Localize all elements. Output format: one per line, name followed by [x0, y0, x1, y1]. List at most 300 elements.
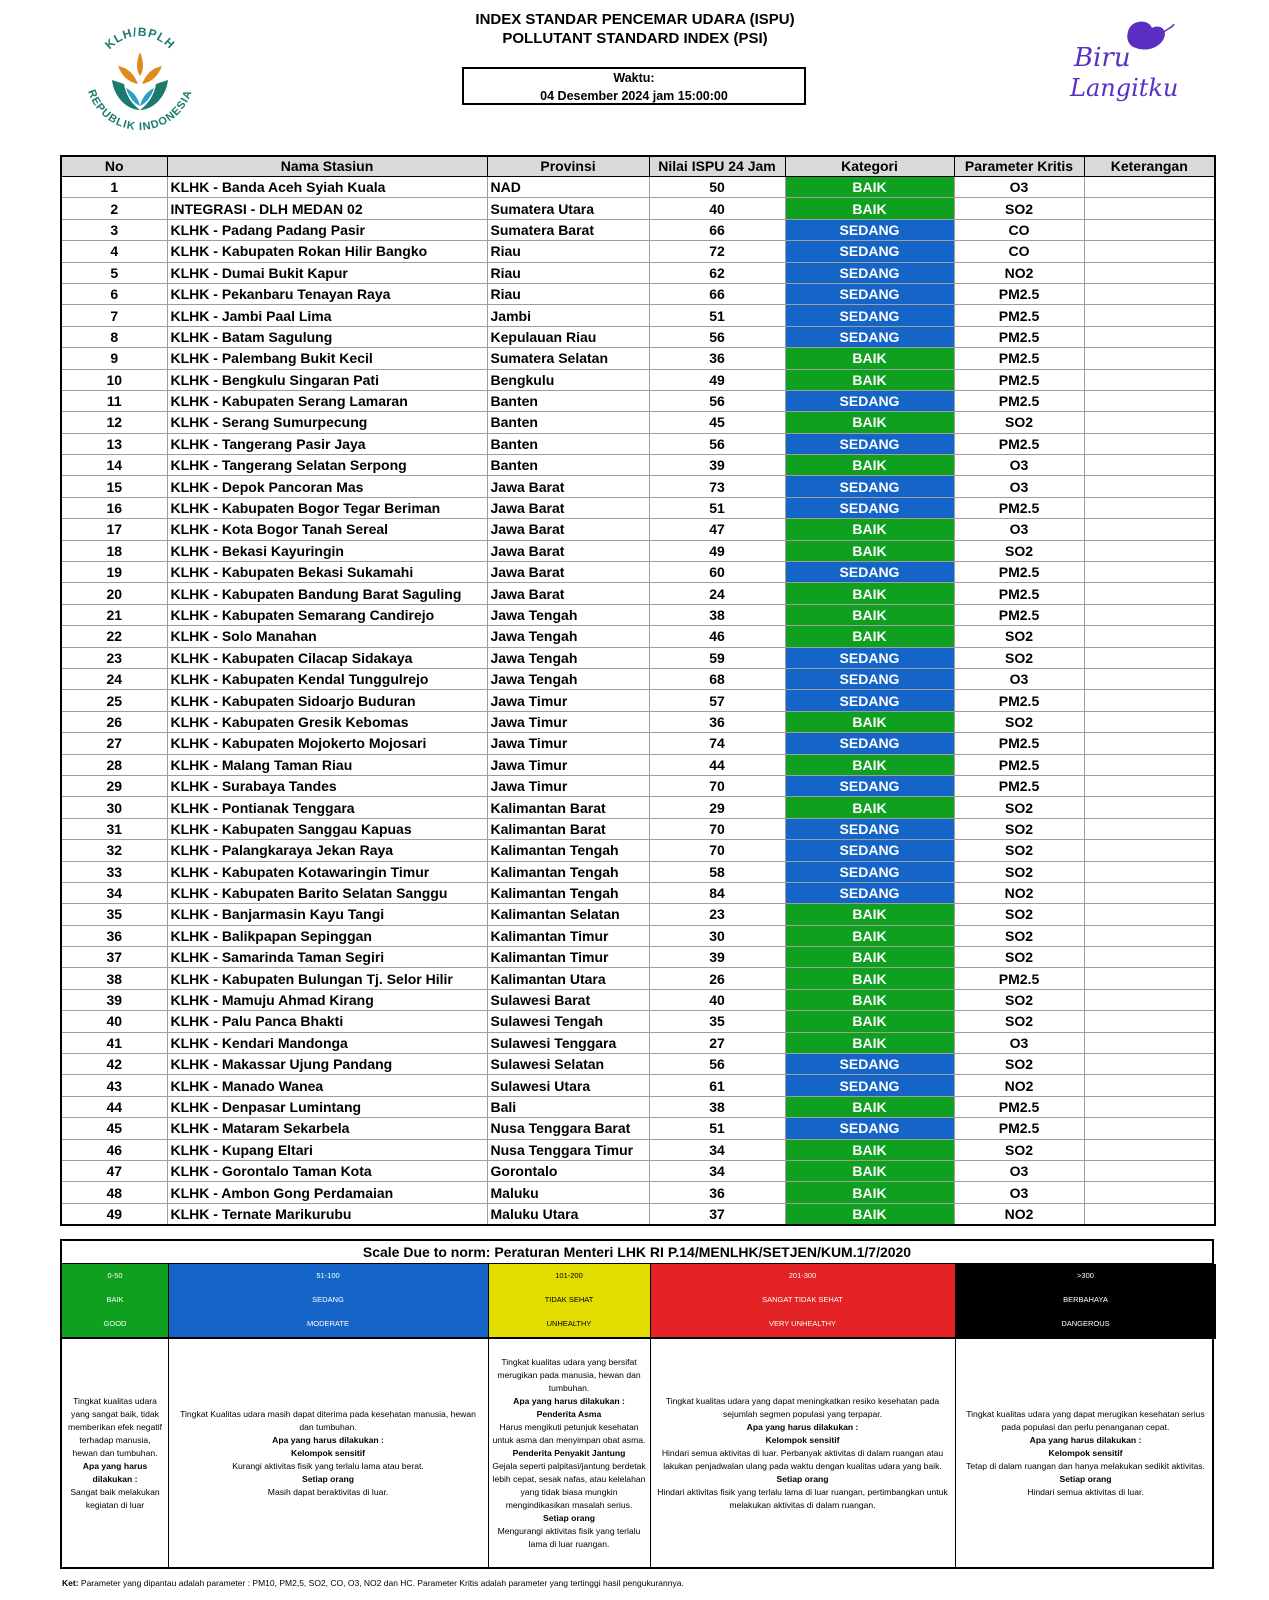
cell-critical-parameter: CO	[954, 219, 1084, 240]
cell-category: BAIK	[785, 1011, 954, 1032]
cell-category: BAIK	[785, 519, 954, 540]
cell-remarks	[1084, 989, 1215, 1010]
scale-level-range: 0-50	[107, 1271, 123, 1280]
cell-critical-parameter: SO2	[954, 904, 1084, 925]
cell-province: Nusa Tenggara Barat	[487, 1118, 649, 1139]
cell-category: SEDANG	[785, 647, 954, 668]
cell-category: BAIK	[785, 754, 954, 775]
cell-remarks	[1084, 562, 1215, 583]
scale-level-id: SEDANG	[312, 1295, 344, 1304]
cell-category: SEDANG	[785, 1054, 954, 1075]
cell-province: Kalimantan Tengah	[487, 840, 649, 861]
table-row	[61, 1139, 1215, 1160]
cell-province: Banten	[487, 455, 649, 476]
cell-remarks	[1084, 198, 1215, 219]
cell-station: KLHK - Kabupaten Kotawaringin Timur	[167, 861, 487, 882]
cell-category: SEDANG	[785, 326, 954, 347]
cell-province: Sulawesi Selatan	[487, 1054, 649, 1075]
cell-province: Sumatera Selatan	[487, 348, 649, 369]
cell-station: KLHK - Mamuju Ahmad Kirang	[167, 989, 487, 1010]
cell-remarks	[1084, 1011, 1215, 1032]
scale-level-description	[955, 1337, 1216, 1567]
scale-level-en: UNHEALTHY	[546, 1319, 592, 1328]
cell-no: 35	[61, 904, 167, 925]
footnote-text: Parameter yang dipantau adalah parameter : PM10, PM2,5, SO2, CO, O3, NO2 dan HC. Parameter Kritis adalah parameter yang tertinggi hasil pengukurannya.	[80, 1578, 684, 1588]
cell-no: 42	[61, 1054, 167, 1075]
logo-word-1: Biru	[1074, 43, 1131, 73]
cell-critical-parameter: SO2	[954, 861, 1084, 882]
table-row	[61, 433, 1215, 454]
cell-category: SEDANG	[785, 497, 954, 518]
cell-category: BAIK	[785, 797, 954, 818]
logo-word-2: Langitku	[1070, 74, 1179, 102]
cell-station: KLHK - Bengkulu Singaran Pati	[167, 369, 487, 390]
cell-ispu-value: 61	[649, 1075, 785, 1096]
scale-level-description	[488, 1337, 650, 1567]
cell-ispu-value: 68	[649, 668, 785, 689]
cell-no: 5	[61, 262, 167, 283]
cell-province: Maluku	[487, 1182, 649, 1203]
cell-remarks	[1084, 219, 1215, 240]
cell-critical-parameter: PM2.5	[954, 754, 1084, 775]
cell-no: 17	[61, 519, 167, 540]
scale-title: Scale Due to norm: Peraturan Menteri LHK RI P.14/MENLHK/SETJEN/KUM.1/7/2020	[62, 1241, 1212, 1264]
cell-ispu-value: 38	[649, 604, 785, 625]
table-row	[61, 390, 1215, 411]
scale-description-line: Penderita Penyakit Jantung	[512, 1447, 626, 1458]
cell-remarks	[1084, 668, 1215, 689]
cell-province: Jawa Barat	[487, 540, 649, 561]
cell-province: Sulawesi Barat	[487, 989, 649, 1010]
table-row	[61, 283, 1215, 304]
cell-critical-parameter: O3	[954, 1182, 1084, 1203]
cell-ispu-value: 26	[649, 968, 785, 989]
scale-level-en: GOOD	[103, 1319, 127, 1328]
cell-ispu-value: 73	[649, 476, 785, 497]
cell-no: 24	[61, 668, 167, 689]
cell-remarks	[1084, 540, 1215, 561]
scale-description-line: Harus mengikuti petunjuk kesehatan untuk asma dan menyimpan obat asma.	[492, 1421, 646, 1445]
cell-critical-parameter: PM2.5	[954, 775, 1084, 796]
cell-province: Sulawesi Tenggara	[487, 1032, 649, 1053]
scale-description-line: Hindari semua aktivitas di luar.	[1027, 1486, 1144, 1497]
cell-no: 26	[61, 711, 167, 732]
cell-category: SEDANG	[785, 283, 954, 304]
cell-ispu-value: 72	[649, 241, 785, 262]
cell-ispu-value: 51	[649, 305, 785, 326]
cell-critical-parameter: PM2.5	[954, 369, 1084, 390]
title-line-2: POLLUTANT STANDARD INDEX (PSI)	[502, 30, 768, 47]
cell-station: KLHK - Ambon Gong Perdamaian	[167, 1182, 487, 1203]
scale-divider	[488, 1264, 489, 1567]
cell-no: 10	[61, 369, 167, 390]
logo-bottom-text: REPUBLIK INDONESIA	[85, 88, 195, 134]
cell-station: KLHK - Kabupaten Sidoarjo Buduran	[167, 690, 487, 711]
cell-no: 14	[61, 455, 167, 476]
table-row	[61, 1160, 1215, 1181]
cell-no: 8	[61, 326, 167, 347]
cell-station: KLHK - Batam Sagulung	[167, 326, 487, 347]
cell-station: KLHK - Kabupaten Rokan Hilir Bangko	[167, 241, 487, 262]
cell-province: Jawa Barat	[487, 583, 649, 604]
cell-critical-parameter: NO2	[954, 1203, 1084, 1225]
scale-description-line: Gejala seperti palpitasi/jantung berdetak lebih cepat, sesak nafas, atau kelelahan yang tidak biasa mungkin mengindikasikan masalah serius.	[492, 1460, 646, 1510]
cell-category: BAIK	[785, 412, 954, 433]
cell-no: 36	[61, 925, 167, 946]
scale-description-line: Hindari aktivitas fisik yang terlalu lama di luar ruangan, pertimbangkan untuk melakukan aktivitas di dalam ruangan.	[657, 1486, 948, 1510]
scale-description-line: Tingkat kualitas udara yang sangat baik, tidak memberikan efek negatif terhadap manusia, hewan dan tumbuhan.	[67, 1395, 163, 1458]
cell-category: BAIK	[785, 177, 954, 198]
cell-station: KLHK - Palembang Bukit Kecil	[167, 348, 487, 369]
cell-station: KLHK - Gorontalo Taman Kota	[167, 1160, 487, 1181]
cell-province: Jawa Timur	[487, 733, 649, 754]
cell-ispu-value: 58	[649, 861, 785, 882]
cell-critical-parameter: SO2	[954, 198, 1084, 219]
cell-no: 3	[61, 219, 167, 240]
cell-remarks	[1084, 476, 1215, 497]
cell-remarks	[1084, 1139, 1215, 1160]
cell-no: 2	[61, 198, 167, 219]
table-row	[61, 1054, 1215, 1075]
cell-ispu-value: 45	[649, 412, 785, 433]
table-row	[61, 626, 1215, 647]
cell-province: Kalimantan Tengah	[487, 861, 649, 882]
cell-province: Jawa Timur	[487, 775, 649, 796]
cell-remarks	[1084, 604, 1215, 625]
time-label: Waktu:	[613, 71, 655, 85]
scale-level-header	[62, 1264, 168, 1337]
cell-province: Riau	[487, 262, 649, 283]
cell-ispu-value: 40	[649, 989, 785, 1010]
ispu-table	[60, 155, 1216, 1226]
cell-remarks	[1084, 818, 1215, 839]
cell-station: KLHK - Kabupaten Bandung Barat Saguling	[167, 583, 487, 604]
col-header-category: Kategori	[785, 156, 954, 177]
cell-province: Kalimantan Selatan	[487, 904, 649, 925]
cell-critical-parameter: SO2	[954, 840, 1084, 861]
cell-category: BAIK	[785, 1203, 954, 1225]
cell-station: KLHK - Kabupaten Barito Selatan Sanggu	[167, 882, 487, 903]
cell-ispu-value: 62	[649, 262, 785, 283]
cell-critical-parameter: O3	[954, 476, 1084, 497]
scale-level-range: 101-200	[555, 1271, 583, 1280]
cell-ispu-value: 36	[649, 711, 785, 732]
cell-station: KLHK - Pekanbaru Tenayan Raya	[167, 283, 487, 304]
cell-ispu-value: 56	[649, 390, 785, 411]
cell-ispu-value: 56	[649, 433, 785, 454]
col-header-province: Provinsi	[487, 156, 649, 177]
cell-remarks	[1084, 626, 1215, 647]
cell-category: BAIK	[785, 947, 954, 968]
cell-ispu-value: 24	[649, 583, 785, 604]
cell-province: Kalimantan Timur	[487, 925, 649, 946]
table-row	[61, 797, 1215, 818]
cell-category: SEDANG	[785, 1118, 954, 1139]
table-header-row	[61, 156, 1215, 177]
table-row	[61, 1182, 1215, 1203]
cell-province: Sulawesi Utara	[487, 1075, 649, 1096]
cell-critical-parameter: NO2	[954, 1075, 1084, 1096]
cell-category: SEDANG	[785, 840, 954, 861]
scale-description-line: Masih dapat beraktivitas di luar.	[267, 1486, 389, 1497]
cell-category: SEDANG	[785, 818, 954, 839]
time-box	[462, 67, 806, 105]
cell-category: BAIK	[785, 1096, 954, 1117]
table-row	[61, 562, 1215, 583]
scale-description-line: Tingkat kualitas udara yang dapat meningkatkan resiko kesehatan pada sejumlah segmen populasi yang terpapar.	[665, 1395, 940, 1419]
cell-station: KLHK - Kabupaten Cilacap Sidakaya	[167, 647, 487, 668]
cell-category: SEDANG	[785, 882, 954, 903]
cell-no: 30	[61, 797, 167, 818]
col-header-remarks: Keterangan	[1084, 156, 1215, 177]
cell-station: KLHK - Palangkaraya Jekan Raya	[167, 840, 487, 861]
cell-remarks	[1084, 882, 1215, 903]
cell-station: KLHK - Banda Aceh Syiah Kuala	[167, 177, 487, 198]
scale-description-line: Setiap orang	[1059, 1473, 1112, 1484]
table-row	[61, 818, 1215, 839]
cell-ispu-value: 70	[649, 818, 785, 839]
cell-critical-parameter: PM2.5	[954, 326, 1084, 347]
cell-province: Kepulauan Riau	[487, 326, 649, 347]
cell-province: Sumatera Utara	[487, 198, 649, 219]
cell-category: SEDANG	[785, 775, 954, 796]
cell-station: KLHK - Kabupaten Bulungan Tj. Selor Hilir	[167, 968, 487, 989]
cell-remarks	[1084, 305, 1215, 326]
cell-critical-parameter: SO2	[954, 1139, 1084, 1160]
table-row	[61, 177, 1215, 198]
cell-remarks	[1084, 1075, 1215, 1096]
cell-province: Jawa Tengah	[487, 668, 649, 689]
cell-ispu-value: 44	[649, 754, 785, 775]
cell-category: BAIK	[785, 989, 954, 1010]
table-row	[61, 219, 1215, 240]
cell-province: Gorontalo	[487, 1160, 649, 1181]
cell-critical-parameter: SO2	[954, 947, 1084, 968]
table-row	[61, 540, 1215, 561]
scale-description-line: Apa yang harus dilakukan :	[513, 1395, 625, 1406]
time-value: 04 Desember 2024 jam 15:00:00	[540, 89, 728, 103]
cell-ispu-value: 39	[649, 455, 785, 476]
table-row	[61, 1203, 1215, 1225]
cell-critical-parameter: PM2.5	[954, 433, 1084, 454]
cell-station: KLHK - Tangerang Selatan Serpong	[167, 455, 487, 476]
cell-critical-parameter: O3	[954, 1160, 1084, 1181]
cell-remarks	[1084, 1054, 1215, 1075]
scale-legend	[60, 1239, 1214, 1569]
cell-category: BAIK	[785, 604, 954, 625]
scale-description-line: Sangat baik melakukan kegiatan di luar	[70, 1486, 160, 1510]
col-header-station: Nama Stasiun	[167, 156, 487, 177]
cell-ispu-value: 70	[649, 840, 785, 861]
cell-province: Kalimantan Timur	[487, 947, 649, 968]
cell-province: Riau	[487, 241, 649, 262]
scale-description-line: Mengurangi aktivitas fisik yang terlalu lama di luar ruangan.	[497, 1525, 641, 1549]
cell-province: Kalimantan Barat	[487, 818, 649, 839]
scale-level-en: MODERATE	[307, 1319, 349, 1328]
cell-station: KLHK - Kabupaten Gresik Kebomas	[167, 711, 487, 732]
cell-critical-parameter: SO2	[954, 711, 1084, 732]
scale-description-line: Hindari semua aktivitas di luar. Perbanyak aktivitas di dalam ruangan atau lakukan penjadwalan ulang pada waktu dengan kualitas udara yang baik.	[661, 1447, 944, 1471]
cell-province: Kalimantan Barat	[487, 797, 649, 818]
cell-category: BAIK	[785, 968, 954, 989]
cell-ispu-value: 39	[649, 947, 785, 968]
cell-no: 28	[61, 754, 167, 775]
cell-ispu-value: 59	[649, 647, 785, 668]
cell-province: Banten	[487, 390, 649, 411]
scale-description-line: Tingkat kualitas udara yang bersifat merugikan pada manusia, hewan dan tumbuhan.	[497, 1356, 641, 1393]
cell-ispu-value: 74	[649, 733, 785, 754]
scale-description-line: Tingkat kualitas udara yang dapat merugikan kesehatan serius pada populasi dan perlu penanganan cepat.	[966, 1408, 1205, 1432]
cell-category: BAIK	[785, 904, 954, 925]
cell-station: KLHK - Dumai Bukit Kapur	[167, 262, 487, 283]
cell-ispu-value: 38	[649, 1096, 785, 1117]
cell-no: 31	[61, 818, 167, 839]
cell-remarks	[1084, 1032, 1215, 1053]
report-title	[330, 10, 940, 48]
cell-remarks	[1084, 369, 1215, 390]
table-row	[61, 1011, 1215, 1032]
cell-province: Nusa Tenggara Timur	[487, 1139, 649, 1160]
cell-station: KLHK - Balikpapan Sepinggan	[167, 925, 487, 946]
cell-ispu-value: 37	[649, 1203, 785, 1225]
cell-remarks	[1084, 925, 1215, 946]
cell-critical-parameter: PM2.5	[954, 497, 1084, 518]
table-row	[61, 455, 1215, 476]
cell-no: 18	[61, 540, 167, 561]
cell-no: 38	[61, 968, 167, 989]
cell-critical-parameter: PM2.5	[954, 968, 1084, 989]
scale-description-line: Setiap orang	[776, 1473, 829, 1484]
cell-station: KLHK - Kabupaten Bogor Tegar Beriman	[167, 497, 487, 518]
table-row	[61, 840, 1215, 861]
cell-station: KLHK - Banjarmasin Kayu Tangi	[167, 904, 487, 925]
scale-level-description	[168, 1337, 488, 1567]
cell-remarks	[1084, 326, 1215, 347]
cell-station: KLHK - Kendari Mandonga	[167, 1032, 487, 1053]
cell-category: BAIK	[785, 925, 954, 946]
cell-province: Kalimantan Utara	[487, 968, 649, 989]
cell-province: Jawa Barat	[487, 476, 649, 497]
cell-category: BAIK	[785, 1160, 954, 1181]
table-row	[61, 711, 1215, 732]
scale-level-description	[62, 1337, 168, 1567]
cell-category: BAIK	[785, 455, 954, 476]
cell-station: KLHK - Makassar Ujung Pandang	[167, 1054, 487, 1075]
cell-category: SEDANG	[785, 219, 954, 240]
cell-province: Jawa Barat	[487, 497, 649, 518]
table-row	[61, 412, 1215, 433]
table-row	[61, 348, 1215, 369]
cell-critical-parameter: PM2.5	[954, 390, 1084, 411]
table-row	[61, 647, 1215, 668]
cell-ispu-value: 70	[649, 775, 785, 796]
cell-no: 43	[61, 1075, 167, 1096]
cell-station: KLHK - Denpasar Lumintang	[167, 1096, 487, 1117]
cell-station: KLHK - Pontianak Tenggara	[167, 797, 487, 818]
cell-remarks	[1084, 1118, 1215, 1139]
cell-no: 47	[61, 1160, 167, 1181]
cell-ispu-value: 36	[649, 1182, 785, 1203]
table-row	[61, 1118, 1215, 1139]
scale-divider	[955, 1264, 956, 1567]
scale-description-line: Kelompok sensitif	[765, 1434, 840, 1445]
table-row	[61, 690, 1215, 711]
scale-level-en: VERY UNHEALTHY	[768, 1319, 837, 1328]
cell-critical-parameter: SO2	[954, 626, 1084, 647]
table-row	[61, 861, 1215, 882]
cell-station: KLHK - Mataram Sekarbela	[167, 1118, 487, 1139]
cell-station: KLHK - Kabupaten Kendal Tunggulrejo	[167, 668, 487, 689]
cell-critical-parameter: SO2	[954, 925, 1084, 946]
table-row	[61, 369, 1215, 390]
cell-ispu-value: 23	[649, 904, 785, 925]
cell-critical-parameter: PM2.5	[954, 1118, 1084, 1139]
table-row	[61, 925, 1215, 946]
cell-station: KLHK - Solo Manahan	[167, 626, 487, 647]
cell-ispu-value: 60	[649, 562, 785, 583]
cell-province: Sumatera Barat	[487, 219, 649, 240]
cell-no: 15	[61, 476, 167, 497]
cell-remarks	[1084, 1203, 1215, 1225]
cell-no: 20	[61, 583, 167, 604]
cell-remarks	[1084, 390, 1215, 411]
cell-no: 48	[61, 1182, 167, 1203]
cell-category: SEDANG	[785, 476, 954, 497]
cell-ispu-value: 51	[649, 1118, 785, 1139]
cell-province: Jawa Timur	[487, 754, 649, 775]
cell-remarks	[1084, 177, 1215, 198]
cell-remarks	[1084, 647, 1215, 668]
cell-remarks	[1084, 775, 1215, 796]
cell-station: KLHK - Kota Bogor Tanah Sereal	[167, 519, 487, 540]
cell-remarks	[1084, 583, 1215, 604]
scale-level-description	[650, 1337, 955, 1567]
cell-remarks	[1084, 241, 1215, 262]
cell-no: 13	[61, 433, 167, 454]
scale-level-id: BAIK	[106, 1295, 124, 1304]
table-row	[61, 882, 1215, 903]
scale-description-line: Kurangi aktivitas fisik yang terlalu lama atau berat.	[232, 1460, 424, 1471]
cell-province: Jawa Timur	[487, 690, 649, 711]
cell-no: 1	[61, 177, 167, 198]
cell-critical-parameter: SO2	[954, 647, 1084, 668]
cell-remarks	[1084, 262, 1215, 283]
cell-ispu-value: 47	[649, 519, 785, 540]
table-row	[61, 1096, 1215, 1117]
cell-remarks	[1084, 455, 1215, 476]
scale-level-id: BERBAHAYA	[1063, 1295, 1108, 1304]
scale-level-range: >300	[1077, 1271, 1094, 1280]
cell-station: KLHK - Bekasi Kayuringin	[167, 540, 487, 561]
col-header-no: No	[61, 156, 167, 177]
cell-remarks	[1084, 412, 1215, 433]
scale-level-range: 51-100	[316, 1271, 340, 1280]
cell-remarks	[1084, 904, 1215, 925]
table-row	[61, 775, 1215, 796]
cell-station: KLHK - Malang Taman Riau	[167, 754, 487, 775]
cell-no: 6	[61, 283, 167, 304]
cell-remarks	[1084, 1096, 1215, 1117]
cell-category: BAIK	[785, 369, 954, 390]
cell-ispu-value: 56	[649, 1054, 785, 1075]
cell-province: Bali	[487, 1096, 649, 1117]
cell-category: SEDANG	[785, 562, 954, 583]
table-row	[61, 947, 1215, 968]
cell-critical-parameter: PM2.5	[954, 348, 1084, 369]
cell-ispu-value: 30	[649, 925, 785, 946]
cell-category: SEDANG	[785, 390, 954, 411]
cell-no: 11	[61, 390, 167, 411]
